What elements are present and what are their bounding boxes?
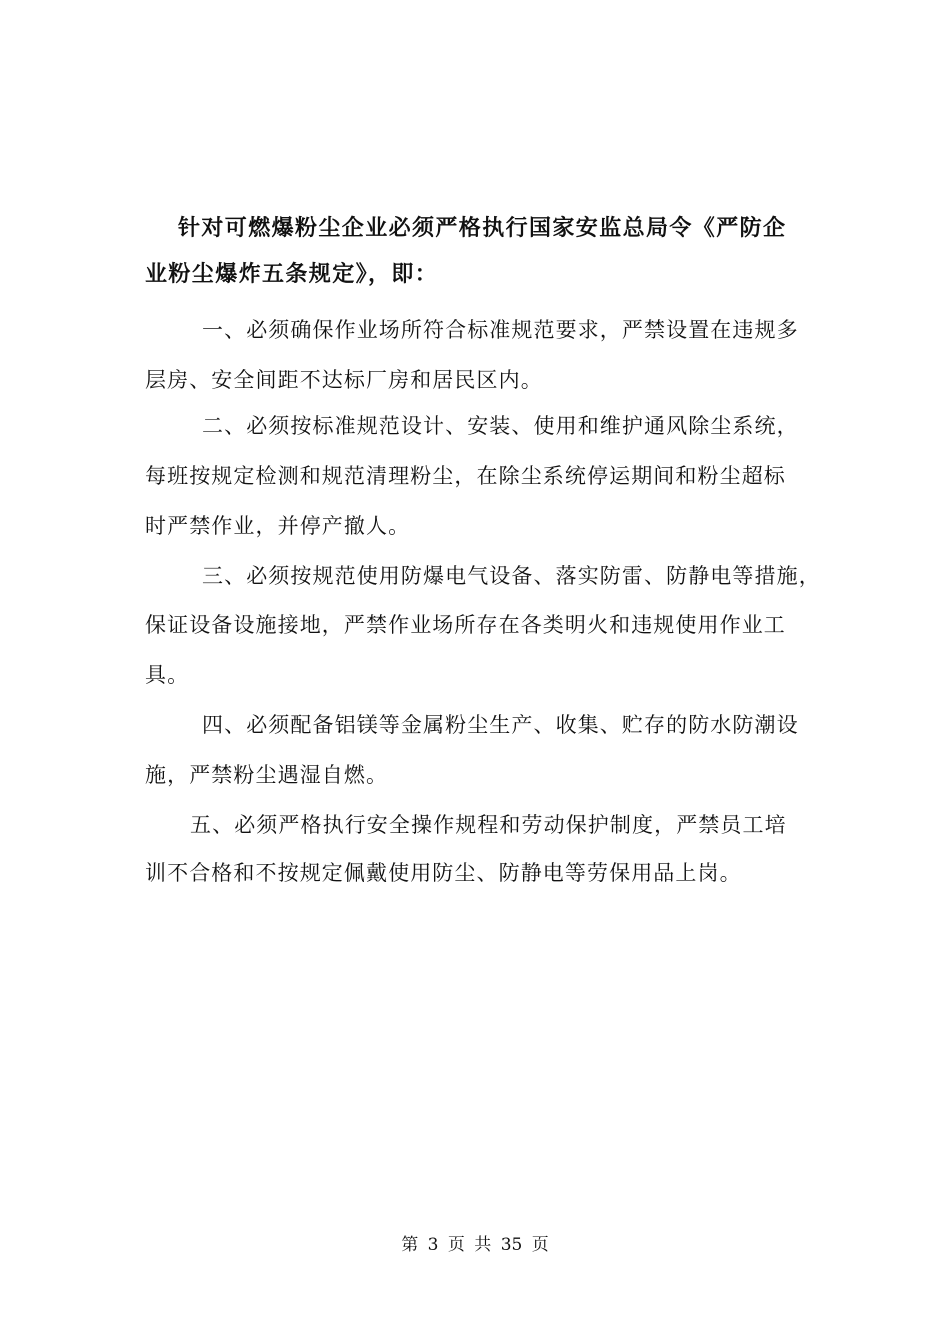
rule-line: 训不合格和不按规定佩戴使用防尘、防静电等劳保用品上岗。 [145, 861, 742, 885]
rule-line: 一、必须确保作业场所符合标准规范要求，严禁设置在违规多 [202, 318, 799, 342]
rule-line: 每班按规定检测和规范清理粉尘，在除尘系统停运期间和粉尘超标 [145, 464, 786, 488]
rule-line: 层房、安全间距不达标厂房和居民区内。 [145, 368, 543, 392]
rule-line: 二、必须按标准规范设计、安装、使用和维护通风除尘系统， [202, 414, 799, 438]
rule-line: 四、必须配备铝镁等金属粉尘生产、收集、贮存的防水防潮设 [202, 713, 799, 737]
rule-line: 具。 [145, 663, 190, 687]
rule-line: 施，严禁粉尘遇湿自燃。 [145, 763, 389, 787]
page-number-footer: 第 3 页 共 35 页 [401, 1235, 549, 1255]
intro-line: 针对可燃爆粉尘企业必须严格执行国家安监总局令《严防企 [178, 216, 787, 241]
rule-line: 三、必须按规范使用防爆电气设备、落实防雷、防静电等措施， [202, 564, 821, 588]
rule-line: 保证设备设施接地，严禁作业场所存在各类明火和违规使用作业工 [145, 613, 786, 637]
rule-line: 时严禁作业，并停产撤人。 [145, 514, 411, 538]
intro-line: 业粉尘爆炸五条规定》，即： [145, 262, 439, 287]
rule-line: 五、必须严格执行安全操作规程和劳动保护制度，严禁员工培 [190, 813, 787, 837]
